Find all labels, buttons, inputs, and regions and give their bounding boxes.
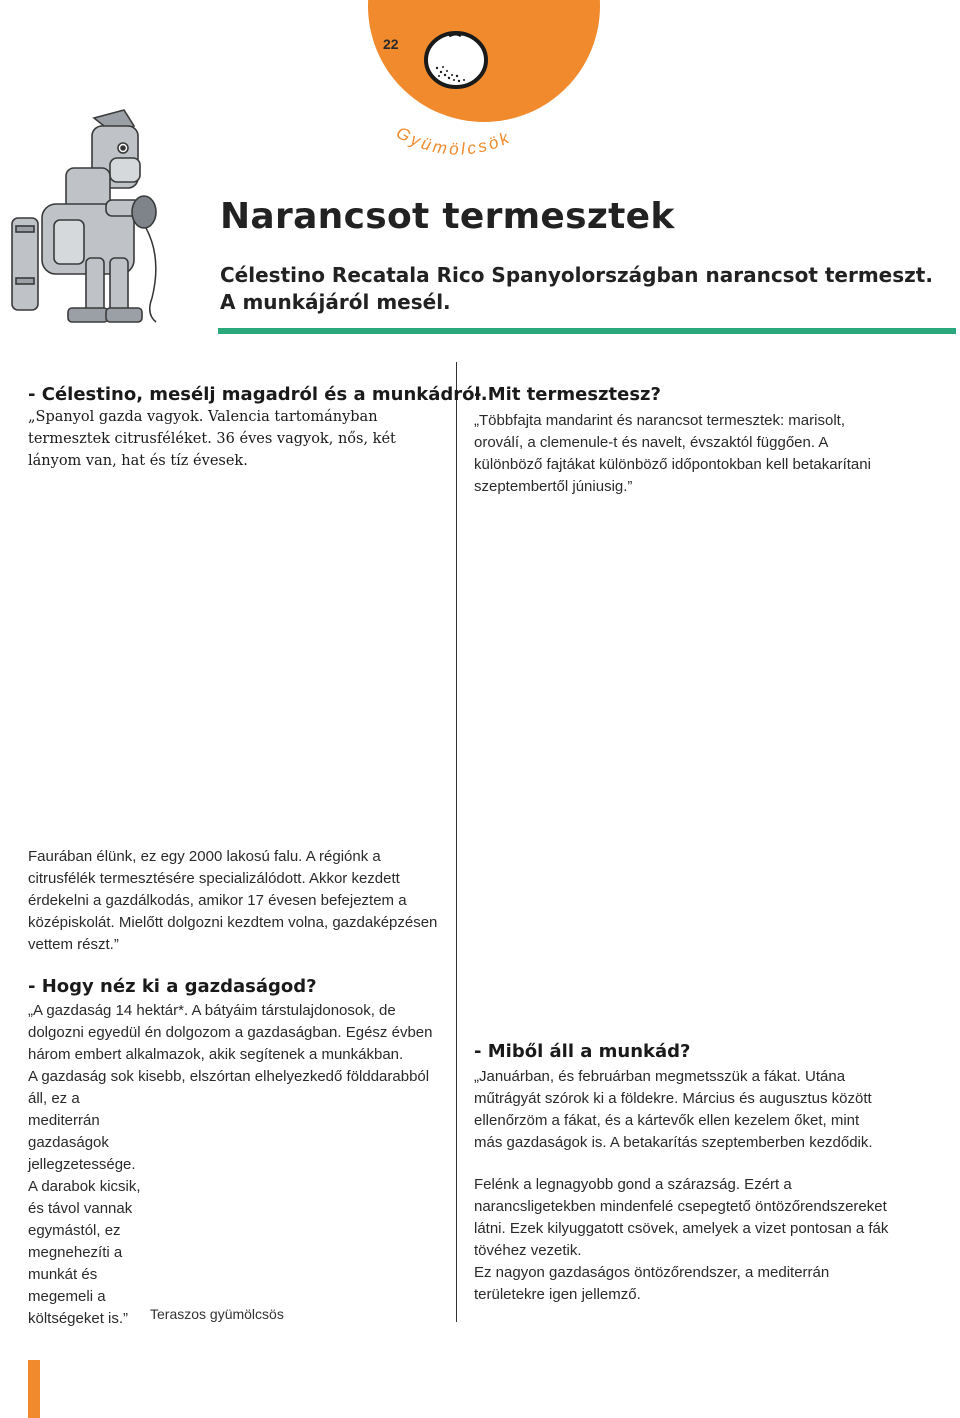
answer-work: „Januárban, és februárban megmetsszük a fákat. Utána műtrágyát szórok ki a földekre. Március és augusztus között ellenőrzöm a fákat, és a kártevők ellen kezelem őket, mint más gazdaságok is. A betakarítás szeptemberben kezdődik. — [474, 1068, 873, 1151]
question-crops: - Mit termesztesz? — [474, 384, 661, 405]
svg-text:Gyümölcsök: Gyümölcsök — [393, 124, 515, 159]
answer-crops: „Többfajta mandarint és narancsot termesztek: marisolt, oroválí, a clemenule-t és navelt, évszaktól függően. A különböző fajtákat különböző időpontokban kell betakarítani szeptembertől júniusig.” — [474, 412, 871, 495]
orange-fruit-icon — [421, 30, 491, 90]
footer-accent-bar — [28, 1360, 40, 1418]
section-label — [393, 124, 533, 170]
robot-dog-illustration — [6, 108, 166, 330]
column-divider — [456, 362, 457, 1322]
subtitle-line-2: A munkájáról mesél. — [220, 290, 451, 314]
answer-irrigation-summary: Ez nagyon gazdaságos öntözőrendszer, a mediterrán területekre igen jellemző. — [474, 1264, 830, 1303]
question-introduce: - Célestino, mesélj magadról és a munkádról. — [28, 384, 488, 405]
article-subtitle — [220, 262, 933, 316]
title-divider — [218, 328, 956, 334]
article-title: Narancsot termesztek — [220, 196, 675, 237]
answer-farm-plots — [28, 1066, 442, 1330]
answer-irrigation: Felénk a legnagyobb gond a szárazság. Ezért a narancsligetekben mindenfelé csepegtető öntözőrendszereket látni. Ezek kilyuggatott csövek, amelyek a vizet pontosan a fák tövéhez vezetik. — [474, 1176, 889, 1259]
page-number: 22 — [383, 36, 399, 52]
photo-caption: Teraszos gyümölcsös — [150, 1306, 284, 1322]
subtitle-line-1: Célestino Recatala Rico Spanyolországban narancsot termeszt. — [220, 263, 933, 287]
question-work: - Miből áll a munkád? — [474, 1041, 691, 1062]
question-farm: - Hogy néz ki a gazdaságod? — [28, 976, 317, 997]
answer-farm: „A gazdaság 14 hektár*. A bátyáim társtulajdonosok, de dolgozni egyedül én dolgozom a gazdaságban. Egész évben három embert alkalmazok, akik segítenek a munkákban. — [28, 1002, 433, 1063]
answer-introduce: „Spanyol gazda vagyok. Valencia tartományban termesztek citrusféléket. 36 éves vagyok, nős, két lányom van, hat és tíz évesek. — [28, 409, 396, 469]
answer-farm-plots-narrow: áll, ez a mediterrán gazdaságok jellegzetessége. A darabok kicsik, és távol vannak egymástól, ez megnehezíti a munkát és megemeli a költségeket is.” — [28, 1090, 141, 1327]
answer-introduce-continued: Faurában élünk, ez egy 2000 lakosú falu. A régiónk a citrusfélék termesztésére specializálódott. Akkor kezdett érdekelni a gazdálkodás, amikor 17 évesen befejeztem a középiskolát. Mielőtt dolgozni kezdtem volna, gazdaképzésen vettem részt.” — [28, 848, 438, 953]
answer-farm-plots-wide: A gazdaság sok kisebb, elszórtan elhelyezkedő földdarabból — [28, 1068, 430, 1085]
